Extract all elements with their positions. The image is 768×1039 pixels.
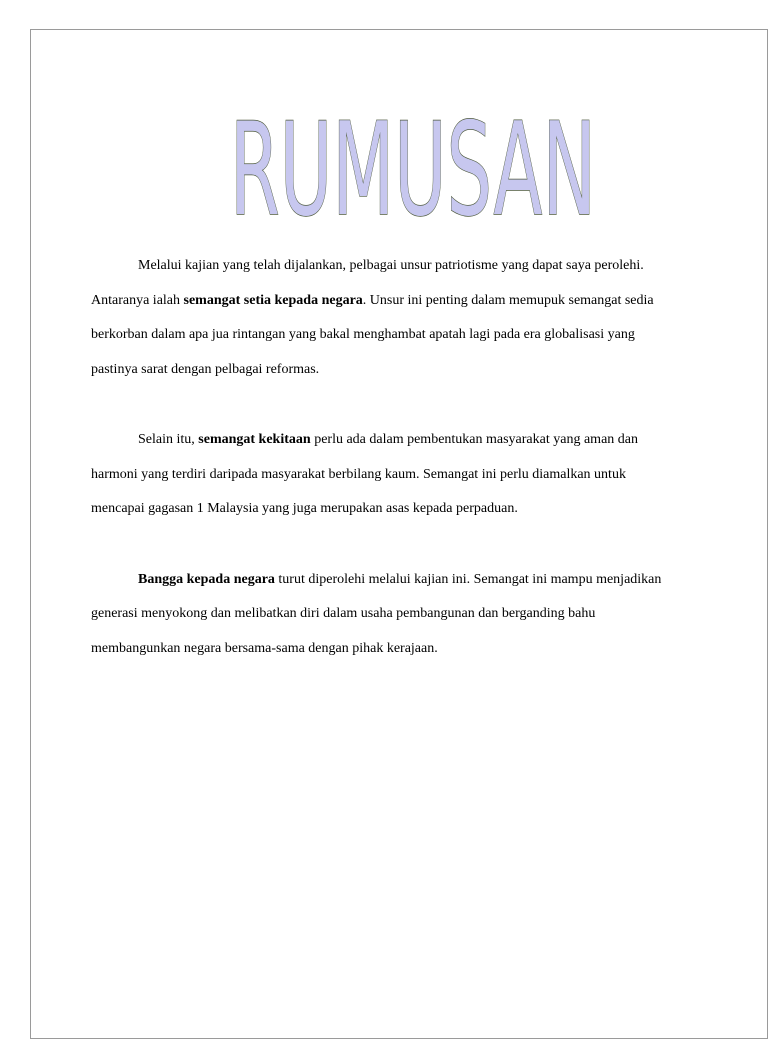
- paragraph-1-text-c: . Unsur ini penting dalam memupuk semangat sedia berkorban dalam apa jua rintangan yang bakal menghambat apatah lagi pada era globalisasi yang pastinya sarat dengan pelbagai reformas.: [91, 292, 654, 377]
- paragraph-2-text-a: Selain itu,: [138, 432, 199, 447]
- paragraph-3-text-c: turut diperolehi melalui kajian ini. Semangat ini mampu menjadikan generasi menyokong dan melibatkan diri dalam usaha pembangunan dan berganding bahu membangunkan negara bersama-sama dengan pihak kerajaan.: [91, 571, 662, 656]
- paragraph-1-bold: semangat setia kepada negara: [183, 292, 363, 308]
- wordart-title: [213, 92, 613, 245]
- title-container: [30, 92, 768, 245]
- paragraph-1-text-a: Melalui kajian yang telah dijalankan, pelbagai unsur patriotisme yang dapat saya perolehi. Antaranya ialah: [91, 258, 644, 308]
- paragraph-2: [91, 423, 671, 527]
- paragraph-3-bold: Bangga kepada negara: [138, 571, 275, 587]
- paragraph-1: [91, 249, 671, 387]
- paragraph-2-text-c: perlu ada dalam pembentukan masyarakat yang aman dan harmoni yang terdiri daripada masyarakat berbilang kaum. Semangat ini perlu diamalkan untuk mencapai gagasan 1 Malaysia yang juga merupakan asas kepada perpaduan.: [91, 432, 638, 516]
- document-body: [91, 249, 671, 666]
- document-title: RUMUSAN: [230, 96, 596, 245]
- paragraph-3: [91, 563, 671, 667]
- paragraph-2-bold: semangat kekitaan: [198, 432, 311, 447]
